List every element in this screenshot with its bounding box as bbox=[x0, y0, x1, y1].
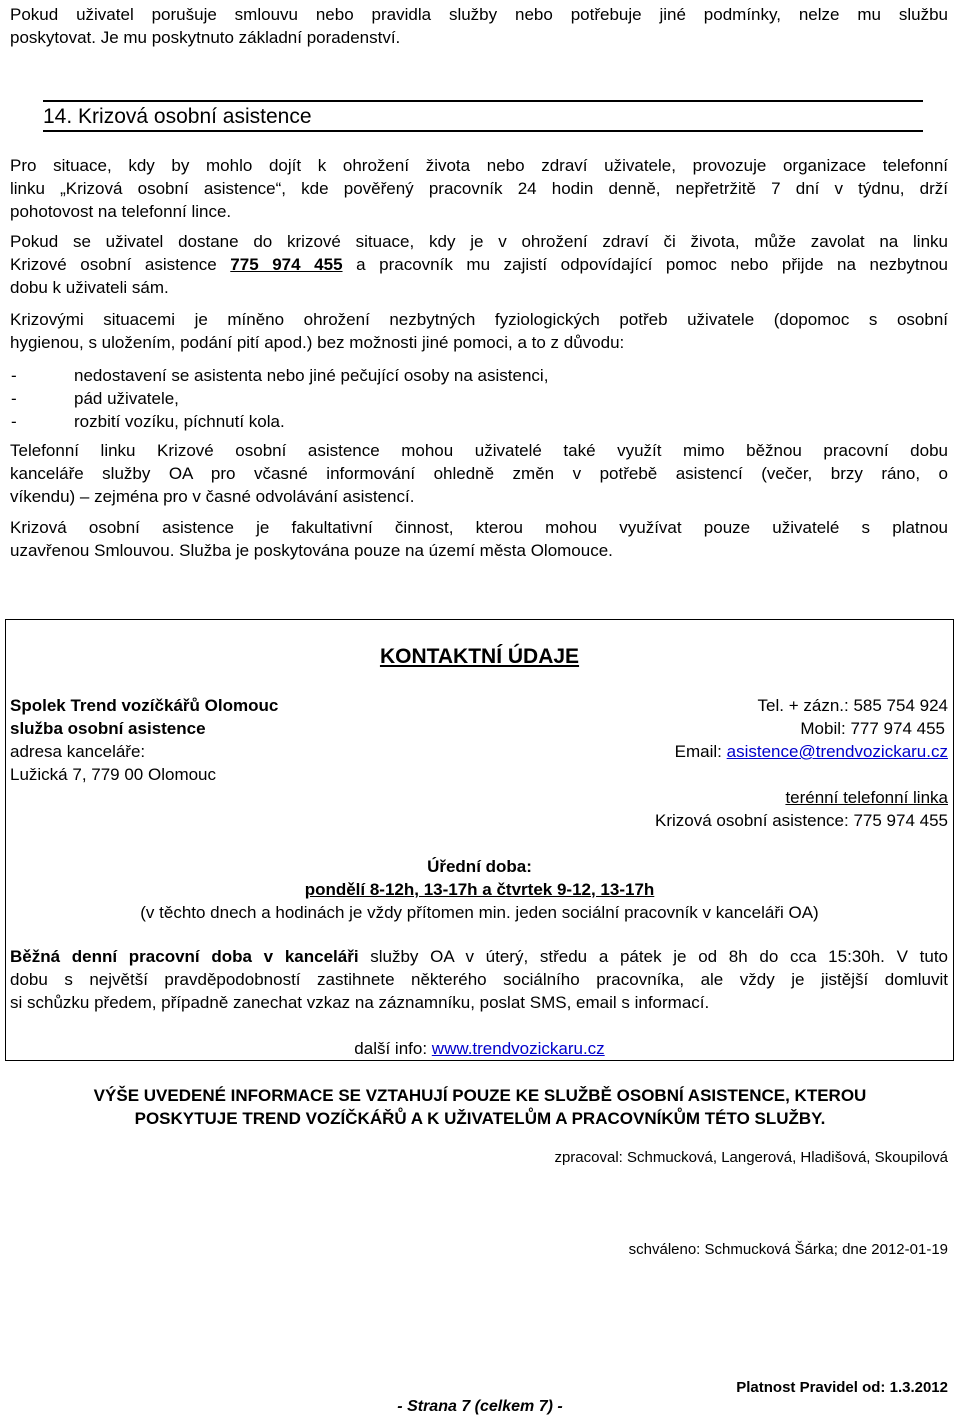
intro-line-1: Pokud uživatel porušuje smlouvu nebo pravidla služby nebo potřebuje jiné podmínky, nelze mu službu bbox=[10, 5, 948, 24]
p1-line-1: Pro situace, kdy by mohlo dojít k ohrožení života nebo zdraví uživatele, provozuje organizace telefonní bbox=[10, 156, 948, 175]
p4-line-2: kanceláře služby OA pro včasné informování ohledně změn v potřebě asistencí (večer, brzy ráno, o bbox=[10, 464, 948, 483]
p2-line-2 bbox=[10, 253, 948, 276]
crisis-line-number: Krizová osobní asistence: 775 974 455 bbox=[655, 811, 948, 830]
contact-heading bbox=[5, 645, 954, 669]
p4-line-3: víkendu) – zejména pro v časné odvolávání asistencí. bbox=[10, 487, 415, 506]
section-heading bbox=[43, 100, 923, 132]
service-name: služba osobní asistence bbox=[10, 719, 206, 738]
p4-line-1: Telefonní linku Krizové osobní asistence mohou uživatelé také využít mimo běžnou pracovní dobu bbox=[10, 441, 948, 460]
p2-line-2b: a pracovník mu zajistí odpovídající pomoc nebo přijde na nezbytnou bbox=[342, 255, 948, 274]
section-title: Krizová osobní asistence bbox=[78, 105, 312, 128]
more-info-line bbox=[5, 1037, 954, 1060]
bullet-item-2: pád uživatele, bbox=[74, 389, 179, 408]
crisis-phone-number: 775 974 455 bbox=[230, 255, 343, 274]
more-info-label: další info: bbox=[354, 1039, 432, 1058]
terrain-line-link: terénní telefonní linka bbox=[785, 788, 948, 807]
p5-line-2: uzavřenou Smlouvou. Služba je poskytována pouze na území města Olomouce. bbox=[10, 541, 613, 560]
section-number: 14. bbox=[43, 105, 73, 128]
prepared-by: zpracoval: Schmucková, Langerová, Hladišová, Skoupilová bbox=[554, 1149, 948, 1166]
contact-heading-text: KONTAKTNÍ ÚDAJE bbox=[379, 645, 580, 668]
hours-line bbox=[5, 878, 954, 901]
workday-bold: Běžná denní pracovní doba v kanceláři bbox=[10, 947, 359, 966]
notice-line-2: POSKYTUJE TREND VOZÍČKÁŘŮ A K UŽIVATELŮM A PRACOVNÍKŮM TÉTO SLUŽBY. bbox=[134, 1109, 826, 1128]
tel-number: Tel. + zázn.: 585 754 924 bbox=[757, 696, 948, 715]
workday-line-2: dobu s největší pravděpodobností zastihnete některého sociálního pracovníka, ale vždy je jistější domluvit bbox=[10, 970, 948, 989]
p2-line-2a: Krizové osobní asistence bbox=[10, 255, 231, 274]
footer-validity: Platnost Pravidel od: 1.3.2012 bbox=[736, 1379, 948, 1396]
bullet-mark-3: - bbox=[11, 412, 17, 431]
p3-line-1: Krizovými situacemi je míněno ohrožení nezbytných fyziologických potřeb uživatele (dopomoc s osobní bbox=[10, 310, 948, 329]
intro-line-2: poskytovat. Je mu poskytnuto základní poradenství. bbox=[10, 28, 401, 47]
office-address: Lužická 7, 779 00 Olomouc bbox=[10, 765, 217, 784]
bullet-item-1: nedostavení se asistenta nebo jiné pečující osoby na asistenci, bbox=[74, 366, 549, 385]
bullet-item-3: rozbití vozíku, píchnutí kola. bbox=[74, 412, 285, 431]
email-line bbox=[500, 740, 948, 763]
org-name: Spolek Trend vozíčkářů Olomouc bbox=[10, 696, 279, 715]
bullet-mark-2: - bbox=[11, 389, 17, 408]
p1-line-3: pohotovost na telefonní lince. bbox=[10, 202, 232, 221]
p5-line-1: Krizová osobní asistence je fakultativní činnost, kterou mohou využívat pouze uživatelé s platnou bbox=[10, 518, 948, 537]
workday-text-1: služby OA v úterý, středu a pátek je od 8h do cca 15:30h. V tuto bbox=[358, 947, 948, 966]
website-link[interactable]: www.trendvozickaru.cz bbox=[431, 1039, 605, 1058]
hours-text: pondělí 8-12h, 13-17h a čtvrtek 9-12, 13-17h bbox=[304, 880, 655, 899]
terrain-line-title bbox=[500, 786, 948, 809]
p2-line-1: Pokud se uživatel dostane do krizové situace, kdy je v ohrožení zdraví či života, může zavolat na linku bbox=[10, 232, 948, 251]
section-heading-text bbox=[43, 105, 312, 129]
bullet-mark-1: - bbox=[11, 366, 17, 385]
approved-by: schváleno: Schmucková Šárka; dne 2012-01-19 bbox=[628, 1241, 948, 1258]
email-label: Email: bbox=[674, 742, 727, 761]
p3-line-2: hygienou, s uložením, podání pití apod.) bez možnosti jiné pomoci, a to z důvodu: bbox=[10, 333, 625, 352]
notice-line-1: VÝŠE UVEDENÉ INFORMACE SE VZTAHUJÍ POUZE KE SLUŽBĚ OSOBNÍ ASISTENCE, KTEROU bbox=[93, 1086, 867, 1105]
p2-line-3: dobu k uživateli sám. bbox=[10, 278, 169, 297]
footer-page-number: - Strana 7 (celkem 7) - bbox=[397, 1398, 563, 1415]
p1-line-2: linku „Krizová osobní asistence“, kde pověřený pracovník 24 hodin denně, nepřetržitě 7 dní v týdnu, drží bbox=[10, 179, 948, 198]
mobile-number: Mobil: 777 974 455 bbox=[800, 719, 945, 738]
office-label: adresa kanceláře: bbox=[10, 742, 146, 761]
hours-title: Úřední doba: bbox=[427, 857, 532, 876]
email-link[interactable]: asistence@trendvozickaru.cz bbox=[726, 742, 948, 761]
workday-line-3: si schůzku předem, případně zanechat vzkaz na záznamníku, poslat SMS, email s informací. bbox=[10, 993, 710, 1012]
workday-line-1 bbox=[10, 945, 948, 968]
hours-note: (v těchto dnech a hodinách je vždy přítomen min. jeden sociální pracovník v kanceláři OA) bbox=[140, 903, 819, 922]
